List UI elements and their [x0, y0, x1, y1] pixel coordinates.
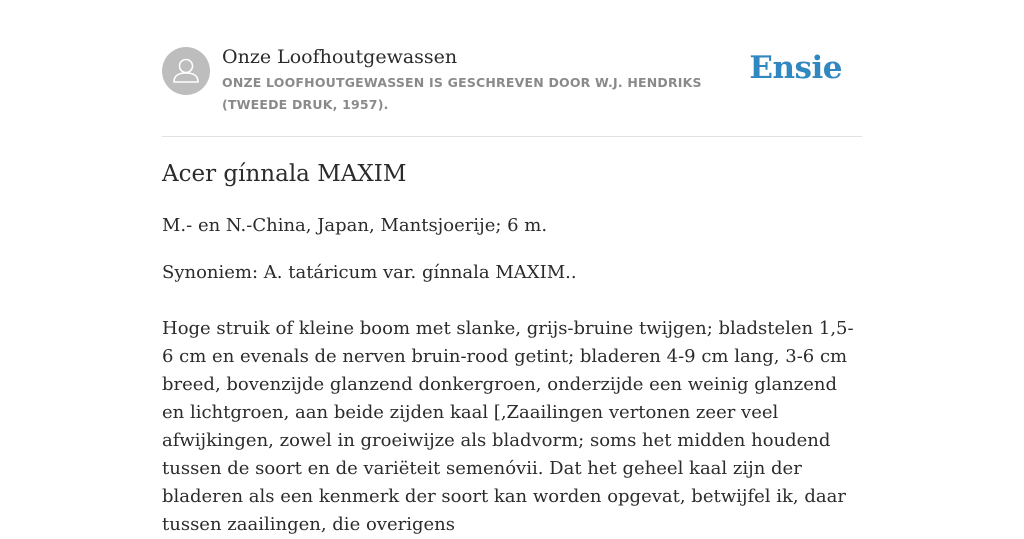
- publication-subtitle: ONZE LOOFHOUTGEWASSEN IS GESCHREVEN DOOR W.J. HENDRIKS (TWEEDE DRUK, 1957).: [222, 75, 702, 112]
- publication-title[interactable]: Onze Loofhoutgewassen: [222, 46, 458, 68]
- article-title: Acer gínnala MAXIM: [162, 161, 407, 187]
- article-synonym: Synoniem: A. tatáricum var. gínnala MAXIM..: [162, 262, 577, 283]
- brand-logo[interactable]: Ensie: [749, 50, 842, 86]
- article-body: [162, 158, 862, 539]
- user-icon[interactable]: [162, 47, 210, 95]
- article-description: Hoge struik of kleine boom met slanke, grijs-bruine twijgen; bladstelen 1,5-6 cm en evenals de nerven bruin-rood getint; bladeren 4-9 cm lang, 3-6 cm breed, bovenzijde glanzend donkergroen, onderzijde een weinig glanzend en lichtgroen, aan beide zijden kaal [,Zaailingen vertonen zeer veel afwijkingen, zowel in groeiwijze als bladvorm; soms het midden houdend tussen de soort en de variëteit semenóvii. Dat het geheel kaal zijn der bladeren als een kenmerk der soort kan worden opgevat, betwijfel ik, daar tussen zaailingen, die overigens: [162, 318, 854, 535]
- article-range: M.- en N.-China, Japan, Mantsjoerije; 6 m.: [162, 215, 548, 236]
- publication-header: [162, 46, 862, 137]
